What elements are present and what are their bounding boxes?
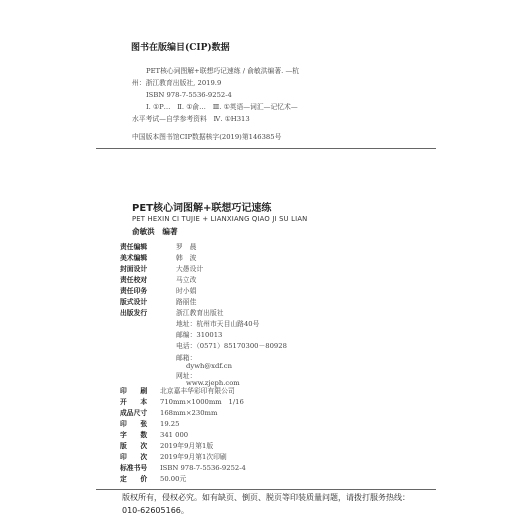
credit-label: 责任印务 (120, 287, 148, 295)
spec-value: 168mm×230mm (160, 409, 218, 417)
spec-value: 2019年9月第1次印刷 (160, 453, 227, 461)
publisher-website-label: 网址： (176, 372, 197, 380)
spec-value: 北京嘉丰华彩印有限公司 (160, 387, 235, 395)
spec-label: 成品尺寸 (120, 409, 148, 417)
publisher-website[interactable]: www.zjeph.com (186, 379, 240, 387)
spec-label: 开 本 (120, 398, 148, 406)
copyright-notice-line-1: 版权所有，侵权必究。如有缺页、倒页、脱页等印装质量问题，请拨打服务热线： (122, 493, 410, 502)
spec-value: 50.00元 (160, 475, 187, 483)
spec-value: 710mm×1000mm 1/16 (160, 398, 244, 406)
credit-value: 韩 波 (176, 254, 197, 262)
credit-value: 罗 晨 (176, 243, 197, 251)
credit-value: 路丽佳 (176, 298, 197, 306)
spec-label: 标准书号 (120, 464, 148, 472)
credit-label: 责任编辑 (120, 243, 148, 251)
spec-value: 341 000 (160, 431, 189, 439)
cip-line-3: ISBN 978-7-5536-9252-4 (146, 91, 232, 99)
cip-line-5: 水平考试—自学参考资料 Ⅳ. ①H313 (132, 115, 250, 123)
credit-value: 时小娟 (176, 287, 197, 295)
spec-label: 定 价 (120, 475, 148, 483)
publisher-address: 地址：杭州市天目山路40号 (176, 320, 260, 328)
credit-value: 马立改 (176, 276, 197, 284)
book-subtitle: PET HEXIN CI TUJIE + LIANXIANG QIAO JI SU LIAN (132, 215, 308, 223)
credit-label: 出版发行 (120, 309, 148, 317)
spec-label: 字 数 (120, 431, 148, 439)
cip-line-2: 州：浙江教育出版社, 2019.9 (132, 79, 222, 87)
copyright-notice-line-2: 010-62605166。 (122, 506, 189, 515)
publisher-email-label: 邮箱： (176, 354, 197, 362)
notice-divider (96, 489, 436, 490)
cip-line-1: PET核心词图解+联想巧记速练 / 俞敏洪编著. —杭 (146, 67, 300, 75)
credit-value: 大愚设计 (176, 265, 204, 273)
credit-label: 版式设计 (120, 298, 148, 306)
credit-label: 责任校对 (120, 276, 148, 284)
spec-label: 印 次 (120, 453, 148, 461)
publisher-postcode: 邮编：310013 (176, 331, 223, 339)
spec-label: 印 刷 (120, 387, 148, 395)
spec-value: 19.25 (160, 420, 180, 428)
cip-line-6: 中国版本图书馆CIP数据核字(2019)第146385号 (132, 133, 282, 141)
credit-label: 美术编辑 (120, 254, 148, 262)
publisher-phone: 电话：（0571）85170300－80928 (176, 342, 287, 350)
spec-label: 版 次 (120, 442, 148, 450)
cip-divider (96, 148, 436, 149)
credit-label: 封面设计 (120, 265, 148, 273)
spec-value: 2019年9月第1版 (160, 442, 214, 450)
book-author: 俞敏洪 编著 (132, 227, 178, 236)
book-title: PET核心词图解+联想巧记速练 (132, 203, 272, 214)
credit-value: 浙江教育出版社 (176, 309, 224, 317)
publisher-email[interactable]: dywh@xdf.cn (186, 362, 232, 370)
cip-line-4: Ⅰ. ①P… Ⅱ. ①俞… Ⅲ. ①英语—词汇—记忆术— (146, 103, 298, 111)
spec-value: ISBN 978-7-5536-9252-4 (160, 464, 246, 472)
spec-label: 印 张 (120, 420, 148, 428)
cip-title: 图书在版编目(CIP)数据 (131, 43, 230, 53)
